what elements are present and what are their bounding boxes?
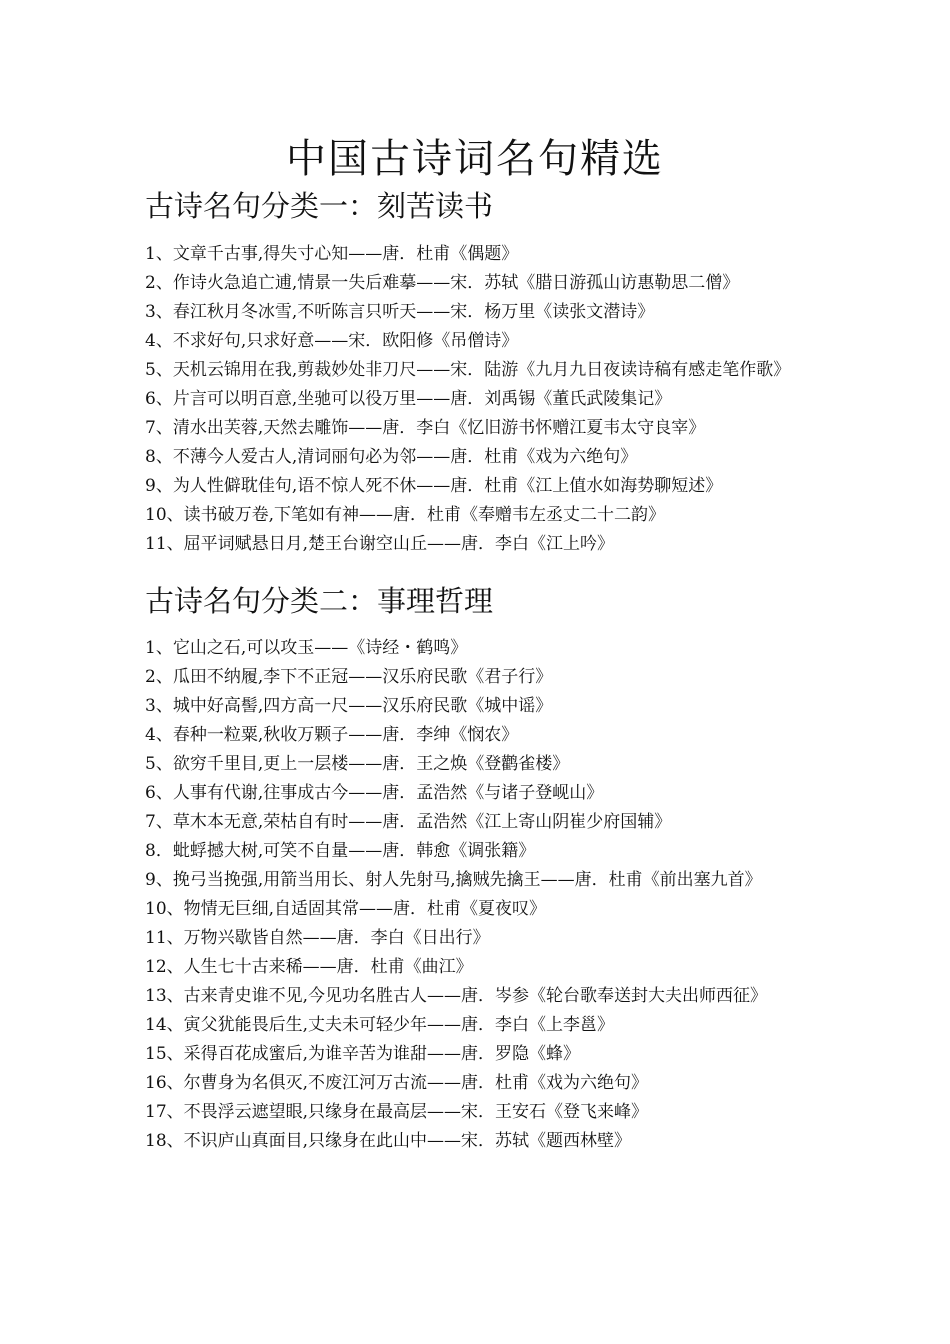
list-item: 11、屈平词赋悬日月,楚王台谢空山丘——唐．李白《江上吟》 xyxy=(145,534,615,554)
section-2-list xyxy=(145,634,815,1156)
list-item: 16、尔曹身为名俱灭,不废江河万古流——唐．杜甫《戏为六绝句》 xyxy=(145,1073,649,1093)
list-item: 2、作诗火急追亡逋,情景一失后难摹——宋．苏轼《腊日游孤山访惠勒思二僧》 xyxy=(145,273,740,293)
list-item: 7、草木本无意,荣枯自有时——唐．孟浩然《江上寄山阴崔少府国辅》 xyxy=(145,812,672,832)
list-item: 9、挽弓当挽强,用箭当用长、射人先射马,擒贼先擒王——唐．杜甫《前出塞九首》 xyxy=(145,870,762,890)
list-item: 17、不畏浮云遮望眼,只缘身在最高层——宋．王安石《登飞来峰》 xyxy=(145,1102,649,1122)
list-item: 4、不求好句,只求好意——宋．欧阳修《吊僧诗》 xyxy=(145,331,519,351)
list-item: 5、欲穷千里目,更上一层楼——唐．王之焕《登鹳雀楼》 xyxy=(145,754,570,774)
list-item: 14、寅父犹能畏后生,丈夫未可轻少年——唐．李白《上李邕》 xyxy=(145,1015,615,1035)
section-heading-2: 古诗名句分类二：事理哲理 xyxy=(145,584,494,618)
list-item: 10、读书破万卷,下笔如有神——唐．杜甫《奉赠韦左丞丈二十二韵》 xyxy=(145,505,666,525)
list-item: 15、采得百花成蜜后,为谁辛苦为谁甜——唐．罗隐《蜂》 xyxy=(145,1044,581,1064)
section-1-list xyxy=(145,240,815,559)
list-item: 2、瓜田不纳履,李下不正冠——汉乐府民歌《君子行》 xyxy=(145,667,553,687)
list-item: 11、万物兴歇皆自然——唐．李白《日出行》 xyxy=(145,928,490,948)
list-item: 8、不薄今人爱古人,清词丽句必为邻——唐．杜甫《戏为六绝句》 xyxy=(145,447,638,467)
list-item: 5、天机云锦用在我,剪裁妙处非刀尺——宋．陆游《九月九日夜读诗稿有感走笔作歌》 xyxy=(145,360,791,380)
list-item: 7、清水出芙蓉,天然去雕饰——唐．李白《忆旧游书怀赠江夏韦太守良宰》 xyxy=(145,418,706,438)
list-item: 10、物情无巨细,自适固其常——唐．杜甫《夏夜叹》 xyxy=(145,899,547,919)
list-item: 1、文章千古事,得失寸心知——唐．杜甫《偶题》 xyxy=(145,244,519,264)
document-title: 中国古诗词名句精选 xyxy=(286,135,664,182)
list-item: 3、城中好高髻,四方高一尺——汉乐府民歌《城中谣》 xyxy=(145,696,553,716)
list-item: 6、人事有代谢,往事成古今——唐．孟浩然《与诸子登岘山》 xyxy=(145,783,604,803)
list-item: 9、为人性僻耽佳句,语不惊人死不休——唐．杜甫《江上值水如海势聊短述》 xyxy=(145,476,723,496)
list-item: 1、它山之石,可以攻玉——《诗经・鹤鸣》 xyxy=(145,638,468,658)
list-item: 4、春种一粒粟,秋收万颗子——唐．李绅《悯农》 xyxy=(145,725,519,745)
section-heading-1: 古诗名句分类一：刻苦读书 xyxy=(145,189,494,223)
list-item: 8．蚍蜉撼大树,可笑不自量——唐．韩愈《调张籍》 xyxy=(145,841,536,861)
list-item: 6、片言可以明百意,坐驰可以役万里——唐．刘禹锡《董氏武陵集记》 xyxy=(145,389,672,409)
list-item: 3、春江秋月冬冰雪,不听陈言只听天——宋．杨万里《读张文潜诗》 xyxy=(145,302,655,322)
list-item: 13、古来青史谁不见,今见功名胜古人——唐．岑参《轮台歌奉送封大夫出师西征》 xyxy=(145,986,768,1006)
list-item: 12、人生七十古来稀——唐．杜甫《曲江》 xyxy=(145,957,473,977)
list-item: 18、不识庐山真面目,只缘身在此山中——宋．苏轼《题西林壁》 xyxy=(145,1131,632,1151)
